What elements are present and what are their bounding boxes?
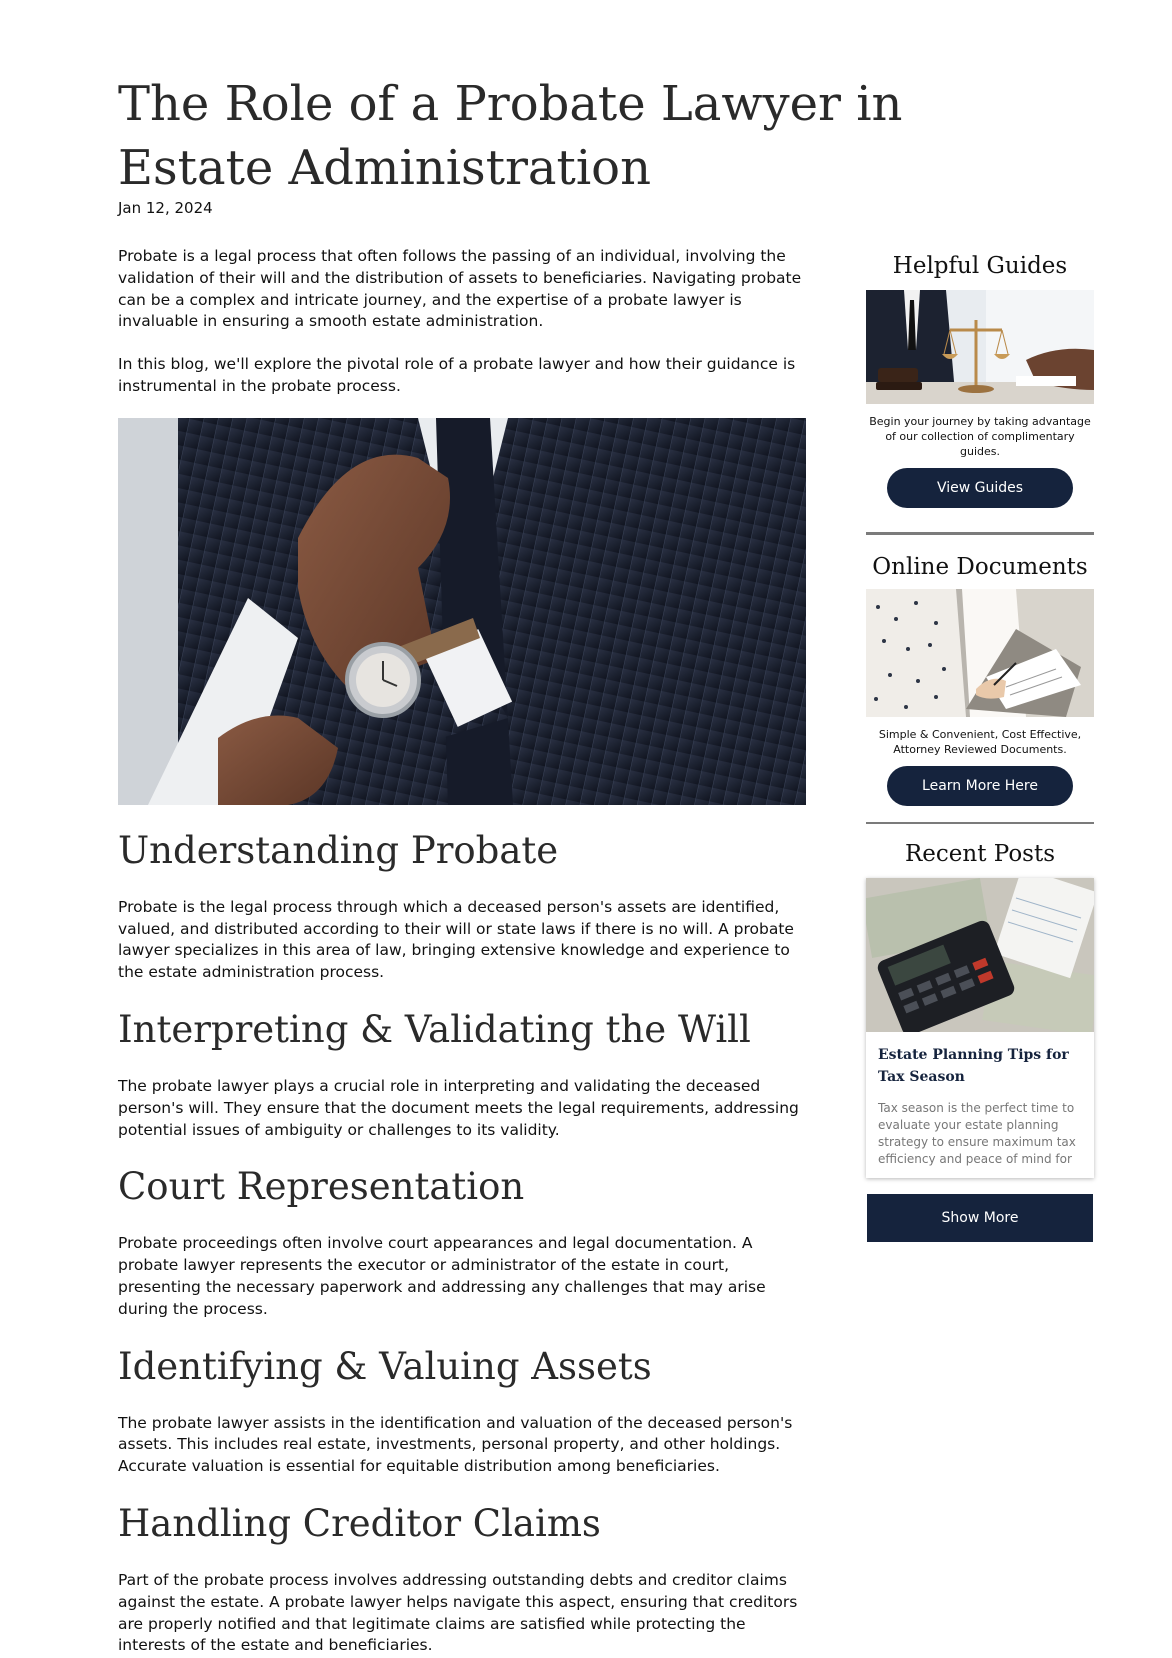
section-body: The probate lawyer assists in the identification and valuation of the deceased person's assets. This includes real estate, investments, personal property, and other holdings. Accurate valuation is essential for equitable distribution among beneficiaries. (118, 1413, 793, 1476)
post-excerpt: Tax season is the perfect time to evaluate your estate planning strategy to ensure maximum tax efficiency and peace of mind for (878, 1101, 1076, 1166)
section-heading: Understanding Probate (118, 828, 559, 872)
section-court-representation (118, 1163, 808, 1320)
sidebar (866, 246, 1094, 1242)
section-body: Probate proceedings often involve court appearances and legal documentation. A probate lawyer represents the executor or administrator of the estate in court, presenting the necessary paperwork and addressing any challenges that may arise during the process. (118, 1234, 766, 1318)
intro-paragraph-1: Probate is a legal process that often follows the passing of an individual, involving the validation of their will and the distribution of assets to beneficiaries. Navigating probate can be a complex and intricate journey, and the expertise of a probate lawyer is invaluable in ensuring a smooth estate administration. (118, 247, 802, 331)
sidebar-divider (866, 822, 1094, 824)
section-identifying-assets (118, 1343, 808, 1478)
section-body: Probate is the legal process through which a deceased person's assets are identified, valued, and distributed according to their will or state laws if there is no will. A probate lawyer specializes in this area of law, bringing extensive knowledge and experience to the estate administration process. (118, 897, 794, 982)
guides-image-scales-of-justice (866, 290, 1094, 404)
view-guides-button[interactable]: View Guides (887, 468, 1073, 508)
section-heading: Court Representation (118, 1165, 525, 1209)
post-image-calculator-money (866, 878, 1094, 1032)
widget-title: Recent Posts (904, 841, 1056, 867)
hero-image-businessman-adjusting-tie (118, 418, 806, 805)
section-interpreting-will (118, 1006, 808, 1141)
page-title: The Role of a Probate Lawyer in Estate Administration (118, 76, 903, 196)
section-creditor-claims (118, 1500, 808, 1657)
intro-paragraph-2: In this blog, we'll explore the pivotal role of a probate lawyer and how their guidance is instrumental in the probate process. (118, 355, 796, 395)
documents-image-signing (866, 589, 1094, 717)
sidebar-divider (866, 532, 1094, 535)
article-body (118, 246, 808, 1657)
section-heading: Handling Creditor Claims (118, 1501, 601, 1545)
post-date: Jan 12, 2024 (118, 199, 213, 217)
recent-post-card[interactable] (866, 878, 1094, 1178)
widget-description: Begin your journey by taking advantage of our collection of complimentary guides. (869, 415, 1091, 458)
show-more-button[interactable]: Show More (867, 1194, 1093, 1242)
recent-posts-widget (866, 834, 1094, 1242)
helpful-guides-widget (866, 246, 1094, 508)
widget-title: Helpful Guides (892, 253, 1068, 279)
widget-title: Online Documents (872, 554, 1088, 580)
section-heading: Identifying & Valuing Assets (118, 1344, 652, 1388)
widget-description: Simple & Convenient, Cost Effective, Attorney Reviewed Documents. (878, 728, 1082, 756)
section-body: The probate lawyer plays a crucial role in interpreting and validating the deceased person's will. They ensure that the document meets the legal requirements, addressing potential issues of ambiguity or challenges to its validity. (118, 1076, 799, 1139)
online-documents-widget (866, 547, 1094, 806)
post-title[interactable]: Estate Planning Tips for Tax Season (878, 1047, 1069, 1085)
section-understanding-probate (118, 827, 808, 984)
section-body: Part of the probate process involves addressing outstanding debts and creditor claims against the estate. A probate lawyer helps navigate this aspect, ensuring that creditors are properly notified and that legitimate claims are satisfied while protecting the interests of the estate and beneficiaries. (118, 1570, 798, 1655)
learn-more-button[interactable]: Learn More Here (887, 766, 1073, 806)
section-heading: Interpreting & Validating the Will (118, 1007, 751, 1051)
